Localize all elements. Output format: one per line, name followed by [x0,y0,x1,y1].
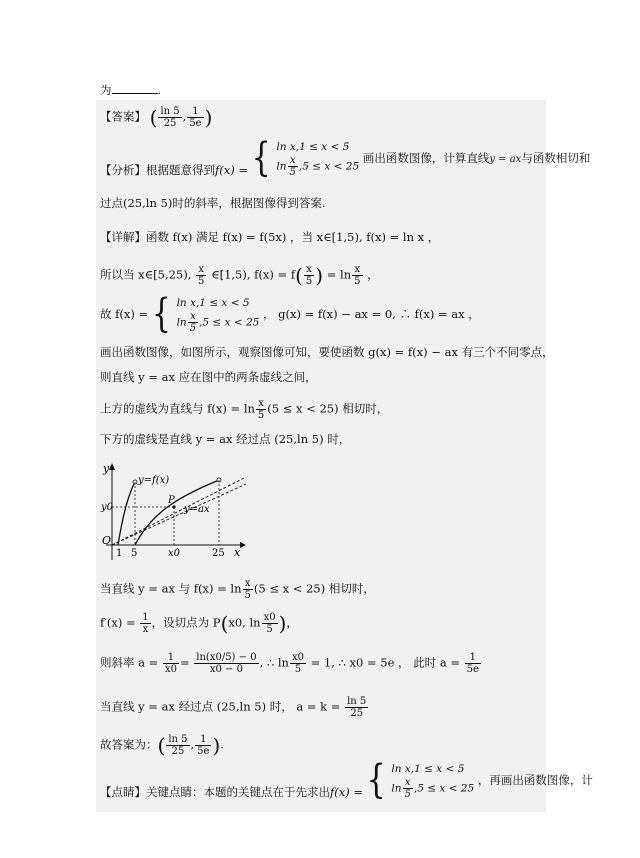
detail-line-7: 下方的虚线是直线 y = ax 经过点 (25,ln 5) 时， [100,432,351,446]
piecewise-brace: { [251,135,271,182]
solution-line-5: 故答案为：( $\frac{\ln 5}{25}$ , $\frac{1}{5e}$ ). [100,733,224,758]
answer-frac-2: $\frac{1}{5e}$ [189,106,202,129]
key-point-tag: 【点睛】 [100,785,146,799]
key-point-line: 【点睛】关键点睛：本题的关键点在于先求出f(x) = { ln x,1 ≤ x < 5 ln $\frac{x}{5}$ ,5 ≤ x < 25 ，再画出函数图像，计 [100,757,593,804]
solution-line-2: f′(x) = $\frac{1}{x}$ ，设切点为 P(x0, ln $\frac{x0}{5}$ )， [100,611,298,636]
origin-label: O [102,534,112,547]
answer-tag: 【答案】 [100,109,146,124]
tick-5: 5 [131,548,138,559]
p-label: P [168,495,175,506]
function-graph [98,460,258,565]
answer-frac-1: $\frac{\ln 5}{25}$ [160,106,180,129]
secant-line [112,484,246,545]
answer-blank [112,82,158,94]
solution-line-4: 当直线 y = ax 经过点 (25,ln 5) 时， a = k = $\frac{\ln 5}{25}$ [100,696,367,719]
detail-tag: 【详解】 [100,230,146,244]
question-tail: 为 . [100,83,162,97]
detail-line-6: 上方的虚线为直线与 f(x) = ln $\frac{x}{5}$ (5 ≤ x < 25) 相切时， [100,398,389,421]
analysis-line-2: 过点(25,ln 5)时的斜率，根据图像得到答案. [100,196,326,210]
x-axis-label: x [234,546,241,559]
detail-line-2: 所以当 x∈[5,25), $\frac{x}{5}$ ∈[1,5), f(x) = f( $\frac{x}{5}$ ) = ln $\frac{x}{5}$ ， [100,263,379,288]
detail-line-4: 画出函数图像，如图所示，观察图像可知，要使函数 g(x) = f(x) − ax 有三个不同零点， [100,345,554,359]
detail-line-5: 则直线 y = ax 应在图中的两条虚线之间， [100,370,317,384]
tick-1: 1 [116,548,123,559]
solution-line-1: 当直线 y = ax 与 f(x) = ln $\frac{x}{5}$ (5 ≤ x < 25) 相切时， [100,578,375,601]
analysis-tag: 【分析】 [100,163,146,177]
answer-line: 【答案】 ( $\frac{\ln 5}{25}$ , $\frac{1}{5e}$ ) [100,105,213,130]
detail-line-1: 【详解】函数 f(x) 满足 f(x) = f(5x) ，当 x∈[1,5), f(x) = ln x ， [100,230,440,244]
tick-x0: x0 [168,548,181,559]
y0-label: y0 [101,502,114,513]
piecewise-cases: ln x,1 ≤ x < 5 ln $\frac{x}{5}$ ,5 ≤ x < 25 [276,141,360,178]
fx-label: y=f(x) [138,475,170,486]
analysis-line: 【分析】根据题意得到f(x) = { ln x,1 ≤ x < 5 ln $\frac{x}{5}$ ,5 ≤ x < 25 画出函数图像，计算直线y = ax与函数相切和 [100,135,591,182]
y-axis-label: y [103,462,110,475]
detail-line-3: 故 f(x) = { ln x,1 ≤ x < 5 ln $\frac{x}{5}$ ,5 ≤ x < 25 ， g(x) = f(x) − ax = 0, ∴ f(x) = ax ， [100,291,480,338]
solution-line-3: 则斜率 a = $\frac{1}{x0}$ = $\frac{\ln(x0/5) - 0}{x0 - 0}$ , ∴ ln $\frac{x0}{5}$ = 1, ∴ x0 = 5e ， 此时 a = $\frac{1}{5e}$ [100,652,479,675]
ax-label: y=ax [184,504,210,515]
question-prefix: 为 [100,83,112,97]
tick-25: 25 [212,548,225,559]
